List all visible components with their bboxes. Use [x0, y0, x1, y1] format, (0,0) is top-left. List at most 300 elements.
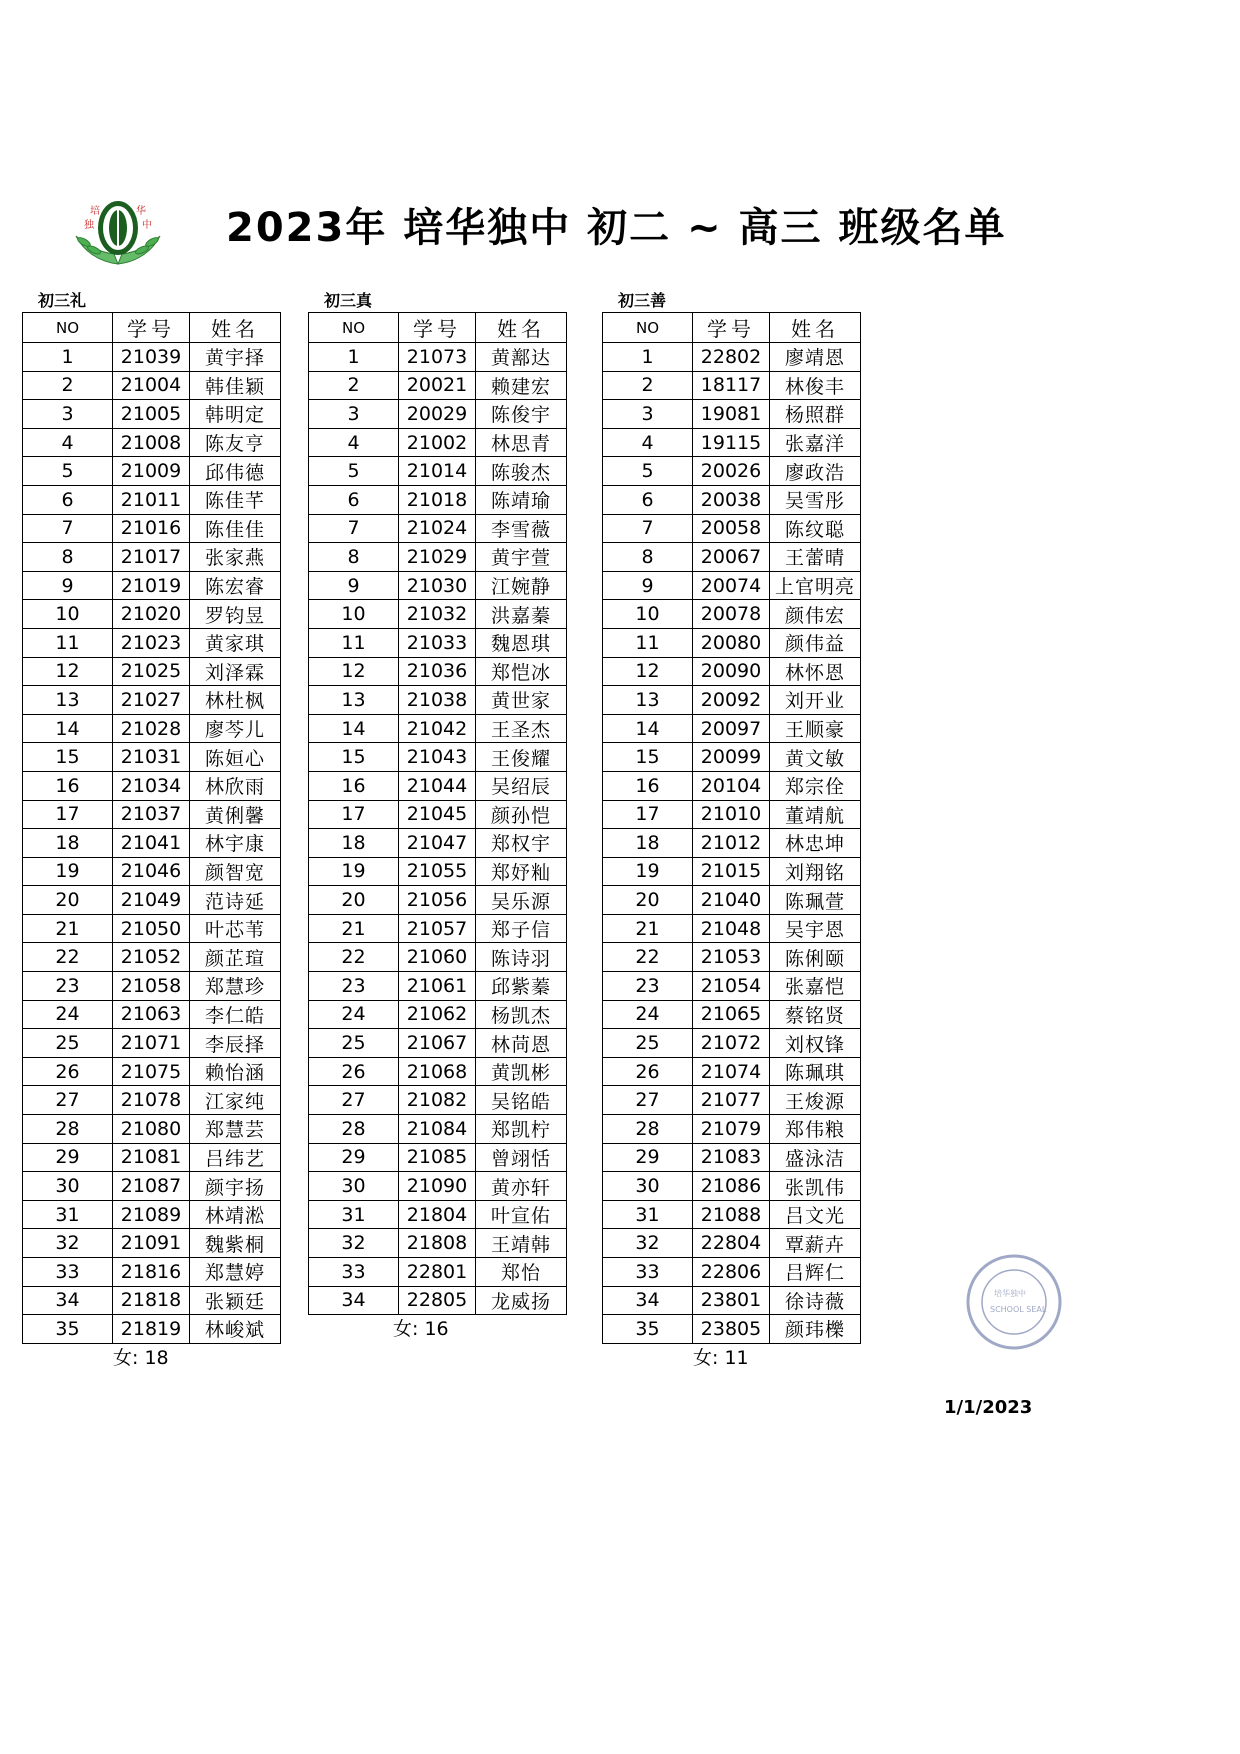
table-row — [23, 1029, 281, 1058]
cell-no: 9 — [603, 571, 693, 600]
table-row — [603, 829, 861, 858]
cell-student-id: 20074 — [693, 571, 770, 600]
cell-student-id: 21046 — [113, 857, 190, 886]
header-name: 姓名 — [190, 313, 281, 343]
cell-name: 王顺豪 — [770, 714, 861, 743]
class-list — [308, 290, 567, 1343]
cell-name: 蔡铭贤 — [770, 1000, 861, 1029]
cell-no: 9 — [309, 571, 399, 600]
table-row — [309, 857, 567, 886]
table-row — [309, 800, 567, 829]
table-row — [23, 1000, 281, 1029]
cell-student-id: 21078 — [113, 1086, 190, 1115]
table-row — [309, 771, 567, 800]
cell-student-id: 21028 — [113, 714, 190, 743]
cell-name: 邱紫蓁 — [476, 972, 567, 1001]
cell-no: 11 — [23, 628, 113, 657]
cell-no: 20 — [23, 886, 113, 915]
cell-student-id: 21044 — [399, 771, 476, 800]
header-student-id: 学号 — [113, 313, 190, 343]
table-row — [309, 972, 567, 1001]
cell-no: 4 — [23, 428, 113, 457]
cell-student-id: 21072 — [693, 1029, 770, 1058]
cell-no: 30 — [309, 1172, 399, 1201]
cell-name: 林忠坤 — [770, 829, 861, 858]
cell-name: 龙威扬 — [476, 1286, 567, 1315]
table-row — [23, 1229, 281, 1258]
cell-no: 15 — [603, 743, 693, 772]
cell-no: 6 — [603, 485, 693, 514]
cell-name: 颜宇扬 — [190, 1172, 281, 1201]
table-row — [603, 514, 861, 543]
table-row — [23, 628, 281, 657]
header-no: NO — [23, 313, 113, 343]
table-row — [603, 686, 861, 715]
cell-name: 陈诗羽 — [476, 943, 567, 972]
cell-student-id: 19081 — [693, 400, 770, 429]
svg-text:培华独中: 培华独中 — [994, 1289, 1026, 1298]
cell-name: 江婉静 — [476, 571, 567, 600]
table-row — [309, 571, 567, 600]
table-row — [309, 457, 567, 486]
cell-no: 7 — [309, 514, 399, 543]
cell-student-id: 21036 — [399, 657, 476, 686]
class-name: 初三礼 — [38, 291, 87, 310]
cell-no: 5 — [23, 457, 113, 486]
cell-name: 李雪薇 — [476, 514, 567, 543]
cell-no: 15 — [23, 743, 113, 772]
cell-no: 18 — [309, 829, 399, 858]
table-row — [23, 886, 281, 915]
cell-name: 陈佳佳 — [190, 514, 281, 543]
cell-name: 邱伟德 — [190, 457, 281, 486]
cell-name: 林思青 — [476, 428, 567, 457]
cell-name: 黄文敏 — [770, 743, 861, 772]
cell-no: 17 — [23, 800, 113, 829]
table-row — [23, 914, 281, 943]
cell-name: 郑怡 — [476, 1258, 567, 1287]
cell-name: 韩佳颖 — [190, 371, 281, 400]
cell-no: 23 — [23, 972, 113, 1001]
cell-name: 张嘉恺 — [770, 972, 861, 1001]
cell-student-id: 21004 — [113, 371, 190, 400]
cell-no: 16 — [309, 771, 399, 800]
cell-name: 林宇康 — [190, 829, 281, 858]
cell-student-id: 21077 — [693, 1086, 770, 1115]
cell-no: 8 — [603, 543, 693, 572]
table-row — [309, 657, 567, 686]
cell-student-id: 21037 — [113, 800, 190, 829]
cell-name: 吴乐源 — [476, 886, 567, 915]
table-row — [603, 1172, 861, 1201]
cell-no: 12 — [309, 657, 399, 686]
cell-no: 10 — [309, 600, 399, 629]
table-row — [309, 743, 567, 772]
table-row — [23, 1200, 281, 1229]
cell-student-id: 21012 — [693, 829, 770, 858]
table-row — [23, 829, 281, 858]
cell-no: 11 — [603, 628, 693, 657]
cell-name: 黄家琪 — [190, 628, 281, 657]
cell-no: 16 — [603, 771, 693, 800]
table-row — [309, 714, 567, 743]
table-row — [309, 943, 567, 972]
cell-student-id: 21080 — [113, 1115, 190, 1144]
table-row — [23, 485, 281, 514]
cell-no: 26 — [309, 1057, 399, 1086]
cell-name: 江家纯 — [190, 1086, 281, 1115]
cell-no: 2 — [23, 371, 113, 400]
cell-no: 24 — [23, 1000, 113, 1029]
table-header-row — [23, 313, 281, 343]
table-row — [23, 857, 281, 886]
cell-no: 30 — [23, 1172, 113, 1201]
table-row — [603, 1115, 861, 1144]
cell-student-id: 20104 — [693, 771, 770, 800]
table-row — [23, 514, 281, 543]
cell-name: 林杜枫 — [190, 686, 281, 715]
cell-name: 黄鄯达 — [476, 343, 567, 372]
table-row — [309, 1286, 567, 1315]
cell-no: 32 — [603, 1229, 693, 1258]
class-name: 初三真 — [324, 291, 373, 310]
cell-student-id: 21056 — [399, 886, 476, 915]
table-row — [603, 1000, 861, 1029]
cell-name: 韩明定 — [190, 400, 281, 429]
cell-student-id: 21027 — [113, 686, 190, 715]
table-row — [23, 1286, 281, 1315]
date-label: 1/1/2023 — [944, 1397, 1033, 1418]
table-row — [23, 600, 281, 629]
cell-name: 王靖韩 — [476, 1229, 567, 1258]
table-row — [309, 1258, 567, 1287]
cell-no: 13 — [603, 686, 693, 715]
cell-student-id: 20090 — [693, 657, 770, 686]
cell-name: 吴绍辰 — [476, 771, 567, 800]
cell-name: 叶芯苇 — [190, 914, 281, 943]
table-row — [603, 1315, 861, 1344]
class-list — [602, 290, 861, 1372]
cell-no: 8 — [23, 543, 113, 572]
table-row — [603, 857, 861, 886]
cell-name: 李仁皓 — [190, 1000, 281, 1029]
cell-name: 廖靖恩 — [770, 343, 861, 372]
cell-name: 陈俐颐 — [770, 943, 861, 972]
class-name: 初三善 — [618, 291, 667, 310]
table-row — [603, 1258, 861, 1287]
cell-no: 3 — [23, 400, 113, 429]
cell-no: 4 — [603, 428, 693, 457]
table-row — [603, 485, 861, 514]
cell-student-id: 21010 — [693, 800, 770, 829]
cell-no: 5 — [309, 457, 399, 486]
table-row — [309, 1229, 567, 1258]
cell-student-id: 21018 — [399, 485, 476, 514]
cell-no: 10 — [603, 600, 693, 629]
cell-student-id: 22805 — [399, 1286, 476, 1315]
cell-name: 林苘恩 — [476, 1029, 567, 1058]
cell-no: 35 — [23, 1315, 113, 1344]
cell-student-id: 21041 — [113, 829, 190, 858]
cell-student-id: 21058 — [113, 972, 190, 1001]
cell-no: 31 — [309, 1200, 399, 1229]
cell-no: 26 — [23, 1057, 113, 1086]
cell-name: 陈珮萱 — [770, 886, 861, 915]
cell-student-id: 21029 — [399, 543, 476, 572]
cell-student-id: 21045 — [399, 800, 476, 829]
cell-student-id: 22806 — [693, 1258, 770, 1287]
cell-name: 陈友亨 — [190, 428, 281, 457]
table-row — [23, 714, 281, 743]
cell-student-id: 21015 — [693, 857, 770, 886]
table-row — [23, 972, 281, 1001]
cell-name: 刘权锋 — [770, 1029, 861, 1058]
table-row — [603, 571, 861, 600]
table-row — [603, 628, 861, 657]
cell-name: 郑慧珍 — [190, 972, 281, 1001]
cell-no: 23 — [309, 972, 399, 1001]
table-row — [23, 1258, 281, 1287]
cell-name: 陈珮琪 — [770, 1057, 861, 1086]
table-row — [309, 543, 567, 572]
cell-student-id: 22804 — [693, 1229, 770, 1258]
cell-student-id: 20080 — [693, 628, 770, 657]
table-row — [23, 457, 281, 486]
cell-student-id: 23805 — [693, 1315, 770, 1344]
cell-no: 2 — [309, 371, 399, 400]
cell-student-id: 20092 — [693, 686, 770, 715]
table-row — [603, 657, 861, 686]
cell-name: 林靖淞 — [190, 1200, 281, 1229]
cell-name: 陈宏睿 — [190, 571, 281, 600]
cell-student-id: 20058 — [693, 514, 770, 543]
cell-name: 黄世家 — [476, 686, 567, 715]
table-row — [603, 943, 861, 972]
cell-student-id: 21068 — [399, 1057, 476, 1086]
cell-name: 廖政浩 — [770, 457, 861, 486]
cell-student-id: 21034 — [113, 771, 190, 800]
table-row — [23, 943, 281, 972]
table-row — [603, 457, 861, 486]
cell-name: 陈骏杰 — [476, 457, 567, 486]
cell-student-id: 21063 — [113, 1000, 190, 1029]
cell-no: 12 — [23, 657, 113, 686]
table-row — [309, 600, 567, 629]
cell-student-id: 21019 — [113, 571, 190, 600]
cell-name: 黄宇萱 — [476, 543, 567, 572]
female-count: 女: 16 — [393, 1318, 449, 1341]
header-student-id: 学号 — [693, 313, 770, 343]
table-row — [309, 1172, 567, 1201]
cell-no: 25 — [309, 1029, 399, 1058]
cell-no: 22 — [23, 943, 113, 972]
table-row — [309, 343, 567, 372]
cell-name: 赖建宏 — [476, 371, 567, 400]
cell-no: 2 — [603, 371, 693, 400]
cell-no: 32 — [309, 1229, 399, 1258]
cell-no: 35 — [603, 1315, 693, 1344]
cell-name: 黄宇择 — [190, 343, 281, 372]
cell-name: 范诗延 — [190, 886, 281, 915]
table-row — [309, 514, 567, 543]
cell-student-id: 21020 — [113, 600, 190, 629]
cell-student-id: 21053 — [693, 943, 770, 972]
cell-student-id: 21024 — [399, 514, 476, 543]
cell-student-id: 21071 — [113, 1029, 190, 1058]
svg-text:中: 中 — [142, 220, 152, 231]
cell-name: 魏恩琪 — [476, 628, 567, 657]
cell-student-id: 20067 — [693, 543, 770, 572]
cell-no: 25 — [23, 1029, 113, 1058]
cell-student-id: 21087 — [113, 1172, 190, 1201]
cell-student-id: 20099 — [693, 743, 770, 772]
cell-name: 盛泳洁 — [770, 1143, 861, 1172]
cell-student-id: 21088 — [693, 1200, 770, 1229]
cell-no: 33 — [23, 1258, 113, 1287]
table-row — [603, 1229, 861, 1258]
cell-student-id: 21074 — [693, 1057, 770, 1086]
table-row — [23, 1172, 281, 1201]
table-row — [23, 657, 281, 686]
table-row — [23, 800, 281, 829]
table-row — [603, 771, 861, 800]
cell-name: 赖怡涵 — [190, 1057, 281, 1086]
table-row — [603, 714, 861, 743]
table-row — [23, 1315, 281, 1344]
cell-no: 28 — [23, 1115, 113, 1144]
cell-name: 魏紫桐 — [190, 1229, 281, 1258]
cell-student-id: 21014 — [399, 457, 476, 486]
table-row — [309, 371, 567, 400]
cell-name: 郑伟粮 — [770, 1115, 861, 1144]
cell-name: 吕纬艺 — [190, 1143, 281, 1172]
cell-student-id: 21065 — [693, 1000, 770, 1029]
cell-name: 林怀恩 — [770, 657, 861, 686]
cell-no: 29 — [23, 1143, 113, 1172]
header-name: 姓名 — [770, 313, 861, 343]
cell-name: 陈纹聪 — [770, 514, 861, 543]
student-table — [602, 312, 861, 1344]
cell-no: 1 — [23, 343, 113, 372]
table-row — [23, 371, 281, 400]
cell-no: 5 — [603, 457, 693, 486]
table-row — [603, 972, 861, 1001]
cell-no: 23 — [603, 972, 693, 1001]
table-row — [309, 1143, 567, 1172]
cell-student-id: 21073 — [399, 343, 476, 372]
cell-name: 覃薪卉 — [770, 1229, 861, 1258]
cell-no: 21 — [309, 914, 399, 943]
cell-student-id: 21816 — [113, 1258, 190, 1287]
cell-student-id: 21054 — [693, 972, 770, 1001]
cell-student-id: 21086 — [693, 1172, 770, 1201]
cell-name: 陈佳芊 — [190, 485, 281, 514]
cell-no: 24 — [603, 1000, 693, 1029]
cell-no: 3 — [603, 400, 693, 429]
table-row — [603, 371, 861, 400]
table-row — [309, 686, 567, 715]
cell-no: 34 — [309, 1286, 399, 1315]
cell-student-id: 21017 — [113, 543, 190, 572]
cell-no: 28 — [603, 1115, 693, 1144]
table-row — [603, 543, 861, 572]
cell-no: 9 — [23, 571, 113, 600]
table-row — [23, 400, 281, 429]
table-row — [603, 1200, 861, 1229]
cell-name: 张家燕 — [190, 543, 281, 572]
cell-name: 黄亦轩 — [476, 1172, 567, 1201]
cell-no: 29 — [309, 1143, 399, 1172]
cell-student-id: 21038 — [399, 686, 476, 715]
cell-name: 郑恺冰 — [476, 657, 567, 686]
cell-no: 18 — [603, 829, 693, 858]
cell-no: 34 — [23, 1286, 113, 1315]
table-row — [309, 914, 567, 943]
cell-student-id: 21075 — [113, 1057, 190, 1086]
cell-student-id: 22802 — [693, 343, 770, 372]
cell-student-id: 22801 — [399, 1258, 476, 1287]
cell-name: 刘翔铭 — [770, 857, 861, 886]
cell-student-id: 21062 — [399, 1000, 476, 1029]
cell-name: 郑宗佺 — [770, 771, 861, 800]
school-seal-stamp-icon — [962, 1250, 1066, 1354]
cell-no: 20 — [603, 886, 693, 915]
cell-no: 32 — [23, 1229, 113, 1258]
cell-no: 20 — [309, 886, 399, 915]
cell-student-id: 20029 — [399, 400, 476, 429]
cell-no: 1 — [309, 343, 399, 372]
cell-name: 吴雪彤 — [770, 485, 861, 514]
cell-student-id: 21079 — [693, 1115, 770, 1144]
cell-name: 颜伟益 — [770, 628, 861, 657]
header-no: NO — [309, 313, 399, 343]
cell-student-id: 21082 — [399, 1086, 476, 1115]
table-row — [309, 886, 567, 915]
cell-student-id: 21033 — [399, 628, 476, 657]
cell-no: 19 — [23, 857, 113, 886]
table-row — [603, 1029, 861, 1058]
cell-student-id: 21047 — [399, 829, 476, 858]
cell-name: 颜孙恺 — [476, 800, 567, 829]
table-header-row — [309, 313, 567, 343]
table-row — [309, 400, 567, 429]
svg-text:培: 培 — [90, 206, 100, 217]
cell-name: 廖芩儿 — [190, 714, 281, 743]
cell-name: 郑妤籼 — [476, 857, 567, 886]
cell-no: 6 — [23, 485, 113, 514]
cell-no: 27 — [309, 1086, 399, 1115]
cell-student-id: 21808 — [399, 1229, 476, 1258]
table-row — [603, 886, 861, 915]
cell-name: 林欣雨 — [190, 771, 281, 800]
table-row — [23, 343, 281, 372]
svg-text:SCHOOL SEAL: SCHOOL SEAL — [990, 1305, 1047, 1314]
cell-name: 黄凯彬 — [476, 1057, 567, 1086]
table-row — [309, 1000, 567, 1029]
cell-student-id: 21081 — [113, 1143, 190, 1172]
cell-no: 26 — [603, 1057, 693, 1086]
cell-student-id: 19115 — [693, 428, 770, 457]
cell-no: 7 — [603, 514, 693, 543]
cell-student-id: 21023 — [113, 628, 190, 657]
cell-name: 李辰择 — [190, 1029, 281, 1058]
cell-no: 4 — [309, 428, 399, 457]
table-row — [603, 600, 861, 629]
cell-name: 郑慧婷 — [190, 1258, 281, 1287]
cell-student-id: 21032 — [399, 600, 476, 629]
cell-student-id: 21002 — [399, 428, 476, 457]
cell-student-id: 20021 — [399, 371, 476, 400]
